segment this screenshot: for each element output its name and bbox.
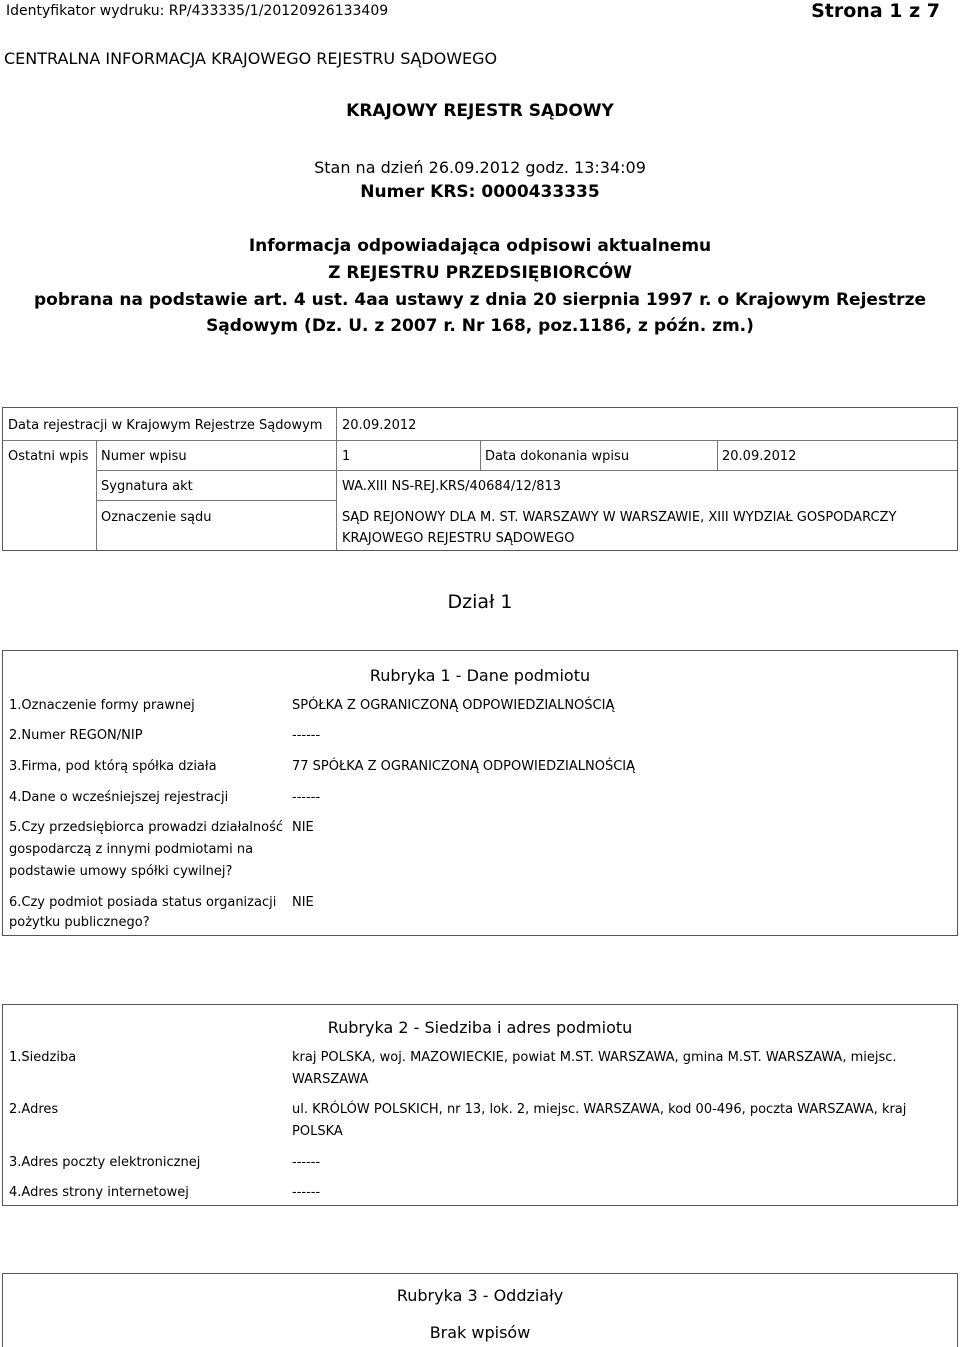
adres-value-line-1: ul. KRÓLÓW POLSKICH, nr 13, lok. 2, miejsc. WARSZAWA, kod 00-496, poczta WARSZAWA, kraj <box>292 1102 907 1117</box>
row-5-label-line-3: podstawie umowy spółki cywilnej? <box>9 864 233 879</box>
row-1-label: 1.Oznaczenie formy prawnej <box>9 698 195 713</box>
last-entry-label: Ostatni wpis <box>8 449 89 464</box>
row-6-label-line-2: pożytku publicznego? <box>9 915 150 930</box>
reg-date-value: 20.09.2012 <box>342 418 417 433</box>
court-value-line-2: KRAJOWEGO REJESTRU SĄDOWEGO <box>342 531 575 546</box>
row-4-value: ------ <box>292 790 321 805</box>
divider <box>480 440 481 470</box>
email-value: ------ <box>292 1155 321 1170</box>
info-line-1: Informacja odpowiadająca odpisowi aktualnemu <box>248 236 712 256</box>
signature-value: WA.XIII NS-REJ.KRS/40684/12/813 <box>342 479 562 494</box>
row-3-value: 77 SPÓŁKA Z OGRANICZONĄ ODPOWIEDZIALNOŚCIĄ <box>292 759 636 774</box>
adres-value-line-2: POLSKA <box>292 1124 343 1139</box>
rubryka-2-box <box>2 1004 958 1206</box>
entry-date-value: 20.09.2012 <box>722 449 797 464</box>
info-line-2: Z REJESTRU PRZEDSIĘBIORCÓW <box>328 263 632 283</box>
row-5-value: NIE <box>292 820 314 835</box>
row-3-label: 3.Firma, pod którą spółka działa <box>9 759 217 774</box>
row-1-value: SPÓŁKA Z OGRANICZONĄ ODPOWIEDZIALNOŚCIĄ <box>292 698 615 713</box>
row-5-label-line-2: gospodarczą z innymi podmiotami na <box>9 842 254 857</box>
entry-number-value: 1 <box>342 449 351 464</box>
rubryka-1-title: Rubryka 1 - Dane podmiotu <box>369 666 591 685</box>
siedziba-value-line-1: kraj POLSKA, woj. MAZOWIECKIE, powiat M.ST. WARSZAWA, gmina M.ST. WARSZAWA, miejsc. <box>292 1050 897 1065</box>
divider <box>336 408 337 550</box>
rubryka-1-box <box>2 650 958 936</box>
row-6-value: NIE <box>292 895 314 910</box>
section-title: Dział 1 <box>447 591 513 613</box>
email-label: 3.Adres poczty elektronicznej <box>9 1155 201 1170</box>
info-line-3: pobrana na podstawie art. 4 ust. 4aa ustawy z dnia 20 sierpnia 1997 r. o Krajowym Rejestrze <box>34 290 926 310</box>
info-line-4: Sądowym (Dz. U. z 2007 r. Nr 168, poz.1186, z późn. zm.) <box>206 316 754 336</box>
row-2-value: ------ <box>292 728 321 743</box>
row-5-label-line-1: 5.Czy przedsiębiorca prowadzi działalność <box>9 820 284 835</box>
no-entries: Brak wpisów <box>429 1323 531 1342</box>
rubryka-3-title: Rubryka 3 - Oddziały <box>396 1286 564 1305</box>
krs-number: Numer KRS: 0000433335 <box>360 182 600 202</box>
as-of-date: Stan na dzień 26.09.2012 godz. 13:34:09 <box>314 158 646 177</box>
adres-label: 2.Adres <box>9 1102 59 1117</box>
divider <box>96 440 97 550</box>
page-number: Strona 1 z 7 <box>811 0 940 22</box>
siedziba-value-line-2: WARSZAWA <box>292 1072 369 1087</box>
divider <box>717 440 718 470</box>
registration-box <box>2 407 958 551</box>
entry-date-label: Data dokonania wpisu <box>485 449 630 464</box>
entry-number-label: Numer wpisu <box>101 449 187 464</box>
registry-title: KRAJOWY REJESTR SĄDOWY <box>346 101 614 121</box>
court-label: Oznaczenie sądu <box>101 510 212 525</box>
siedziba-label: 1.Siedziba <box>9 1050 77 1065</box>
reg-date-label: Data rejestracji w Krajowym Rejestrze Sądowym <box>8 418 323 433</box>
court-value-line-1: SĄD REJONOWY DLA M. ST. WARSZAWY W WARSZAWIE, XIII WYDZIAŁ GOSPODARCZY <box>342 510 897 525</box>
signature-label: Sygnatura akt <box>101 479 193 494</box>
row-4-label: 4.Dane o wcześniejszej rejestracji <box>9 790 229 805</box>
row-6-label-line-1: 6.Czy podmiot posiada status organizacji <box>9 895 277 910</box>
divider <box>96 470 957 471</box>
row-2-label: 2.Numer REGON/NIP <box>9 728 143 743</box>
rubryka-3-box <box>2 1273 958 1347</box>
www-value: ------ <box>292 1185 321 1200</box>
central-info-title: CENTRALNA INFORMACJA KRAJOWEGO REJESTRU SĄDOWEGO <box>4 49 498 68</box>
print-identifier: Identyfikator wydruku: RP/433335/1/20120926133409 <box>6 3 389 19</box>
rubryka-2-title: Rubryka 2 - Siedziba i adres podmiotu <box>327 1018 633 1037</box>
divider <box>96 500 336 501</box>
www-label: 4.Adres strony internetowej <box>9 1185 189 1200</box>
